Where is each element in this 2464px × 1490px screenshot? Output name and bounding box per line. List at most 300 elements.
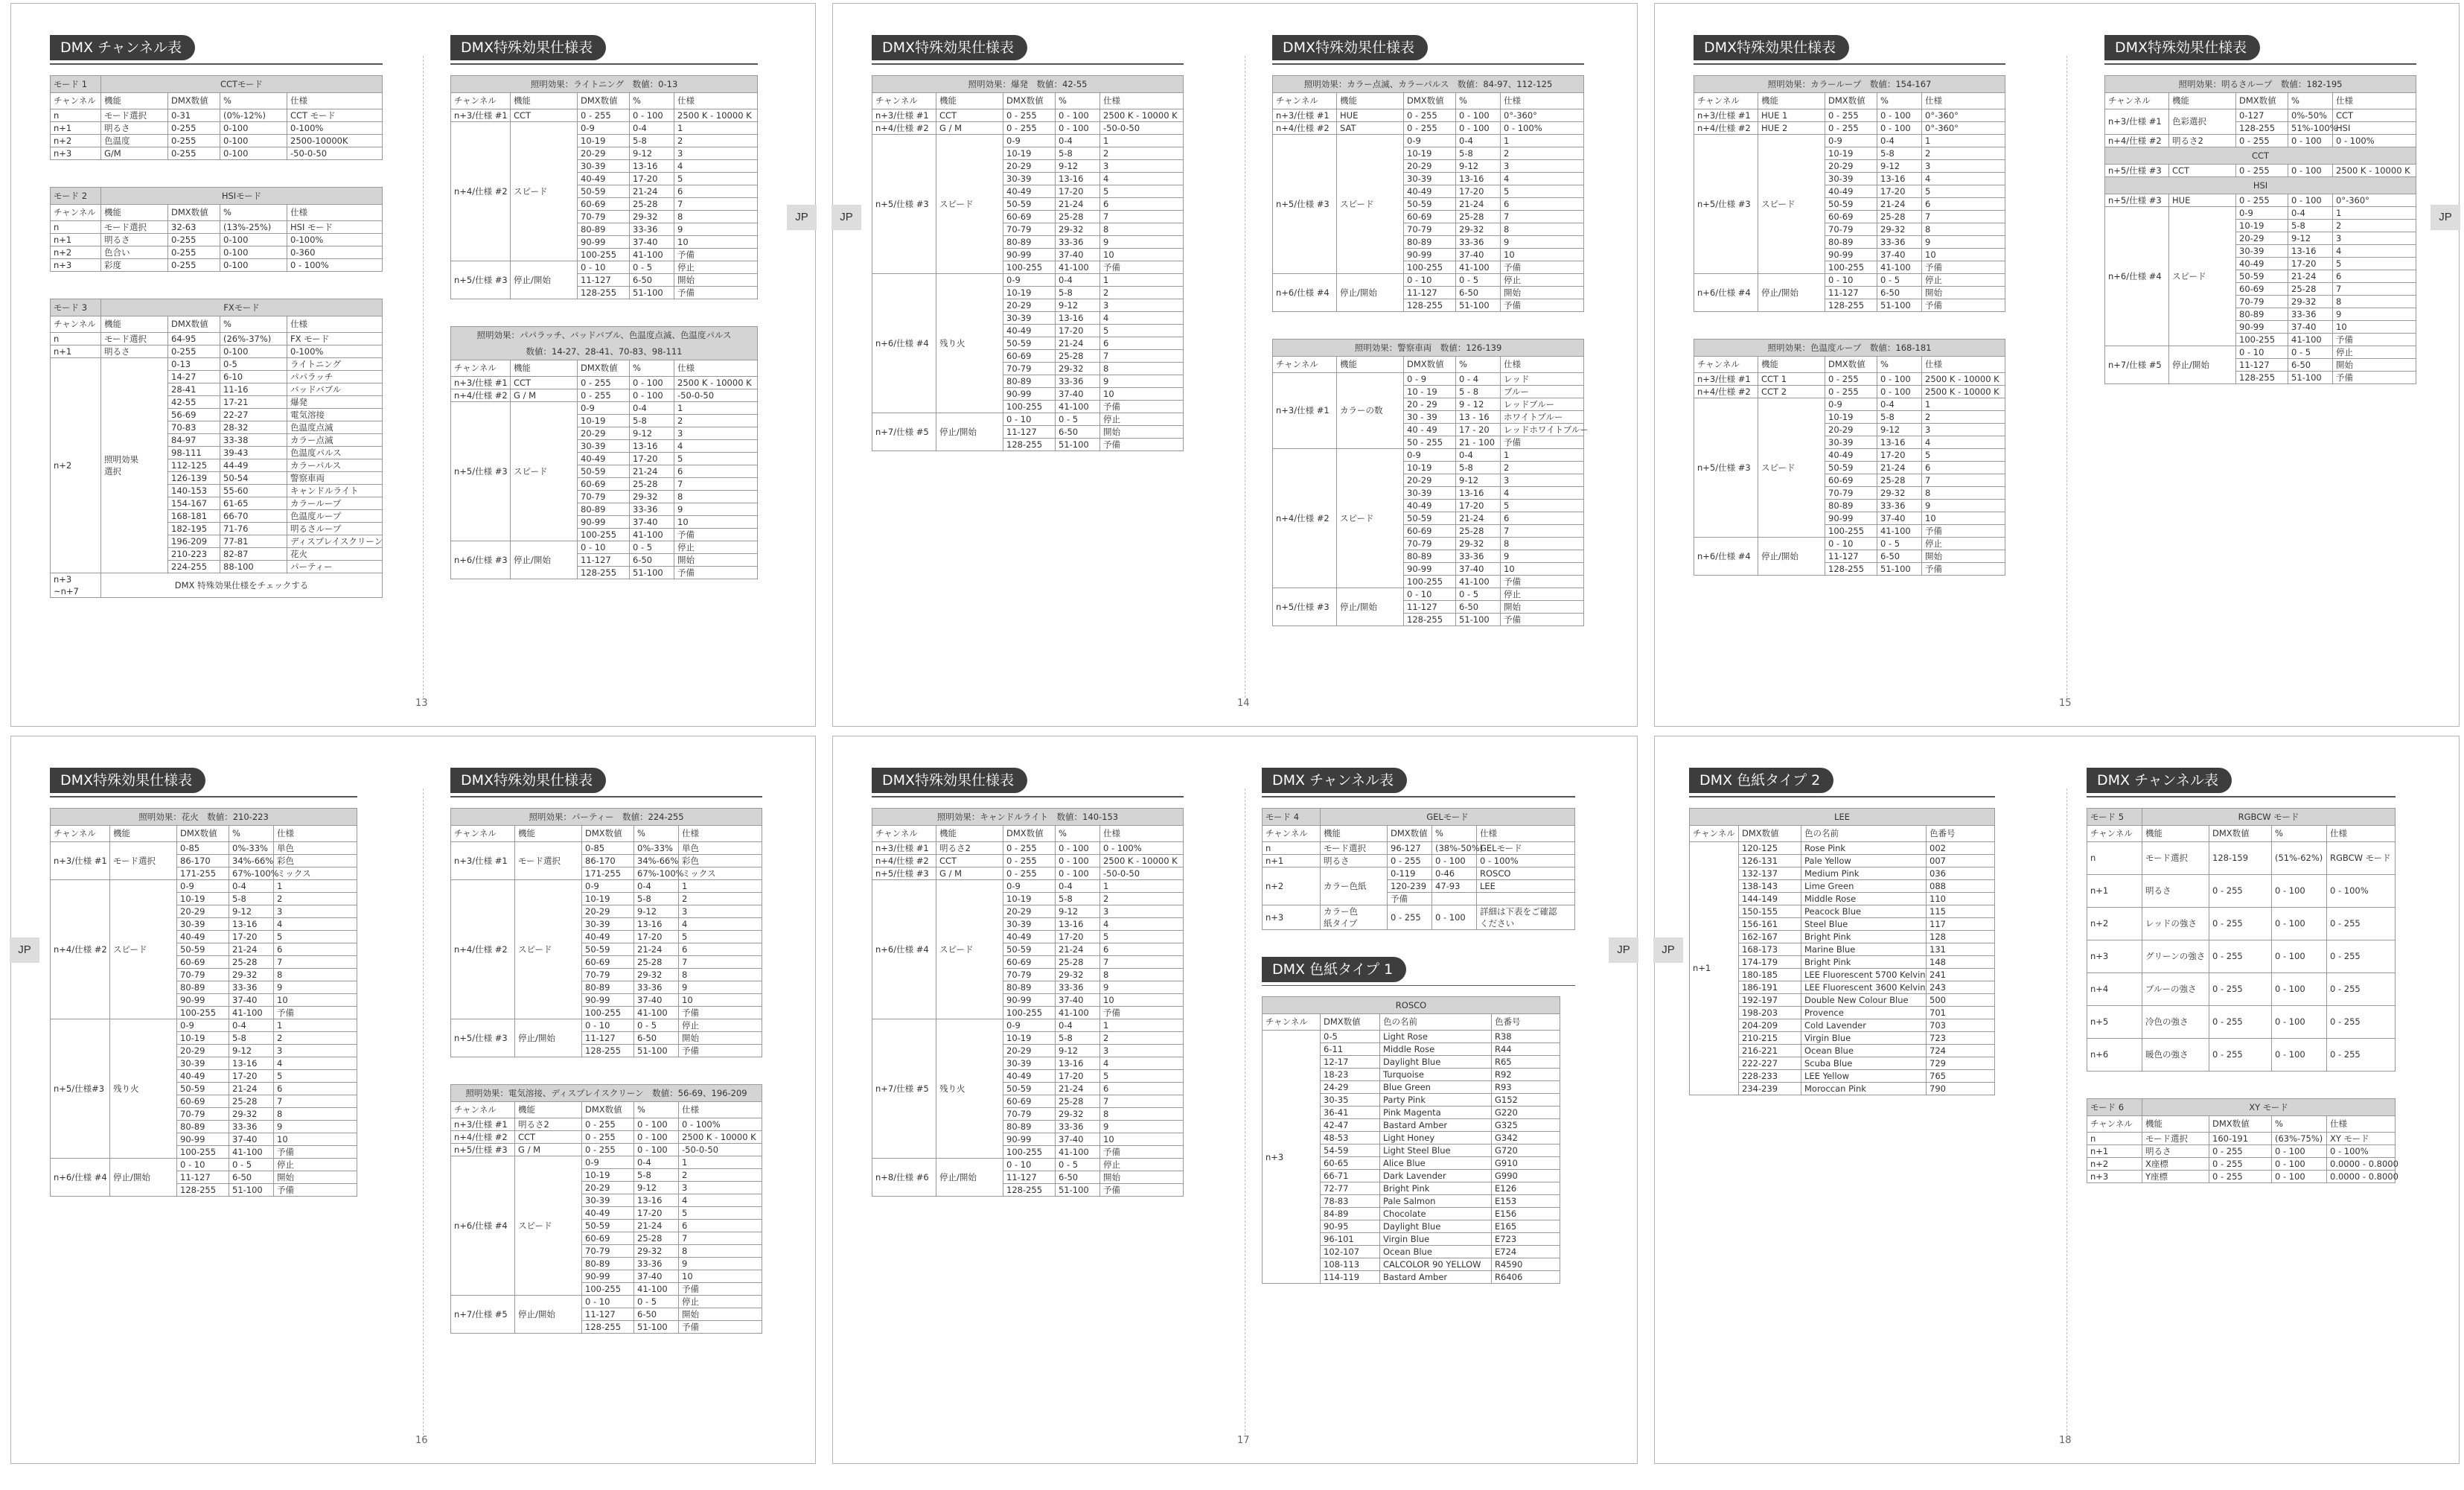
column-header: % — [630, 92, 674, 109]
table-cell: 0-5 — [1321, 1031, 1380, 1043]
table-cell: 0 - 5 — [1877, 537, 1922, 550]
page-column — [2104, 35, 2416, 411]
table-cell: Blue Green — [1380, 1081, 1492, 1094]
table-cell: 予備 — [2333, 371, 2416, 383]
table-cell: 停止 — [1100, 1158, 1184, 1171]
table-cell: n+3 — [2087, 940, 2142, 972]
subheader: 照明効果：パパラッチ、バッドバブル、色温度点滅、色温度パルス 数値：14-27、28-41、70-83、98-111 — [451, 326, 758, 360]
table-cell: 0 - 255 — [2209, 972, 2272, 1005]
table-cell: 3 — [274, 905, 357, 917]
table-cell: 42-55 — [168, 395, 220, 408]
table-cell: 90-99 — [582, 993, 634, 1006]
table-row — [1273, 134, 1584, 147]
table-cell: 0 - 255 — [2209, 1157, 2272, 1170]
table-row — [451, 109, 758, 121]
table-cell: 37-40 — [2288, 320, 2333, 333]
table-cell: 25-28 — [229, 1095, 274, 1107]
table-cell: 3 — [1922, 423, 2005, 436]
table-cell: 6 — [2333, 270, 2416, 282]
table-cell: 71-76 — [220, 522, 287, 535]
table-cell: 80-89 — [1003, 235, 1056, 248]
subheader: 照明効果：警察車両 数値：126-139 — [1273, 339, 1584, 356]
column-header: 仕様 — [679, 1101, 762, 1118]
table-cell: n+2 — [2087, 1157, 2142, 1170]
column-header: DMX数値 — [1404, 356, 1456, 372]
table-cell: 0 - 5 — [630, 261, 674, 273]
table-cell: 9 — [1100, 235, 1184, 248]
section-rule — [1262, 796, 1575, 797]
table-cell: 停止 — [1922, 537, 2005, 550]
table-cell: 140-153 — [168, 484, 220, 497]
table-cell: 40-49 — [1825, 448, 1877, 461]
table-cell: 90-99 — [1404, 562, 1456, 575]
table-cell: 予備 — [1501, 261, 1584, 273]
table-cell: 1 — [2333, 206, 2416, 219]
column-header: DMX数値 — [2209, 825, 2272, 841]
table-cell: 0-9 — [1825, 134, 1877, 147]
table-cell: CCT — [511, 109, 578, 121]
table-row — [1273, 273, 1584, 286]
column-header: DMX数値 — [1003, 92, 1056, 109]
table-cell: 予備 — [1100, 1145, 1184, 1158]
table-cell: Pale Yellow — [1801, 854, 1927, 867]
column-header: 色の名前 — [1801, 825, 1927, 841]
table-cell: 0 - 100 — [634, 1118, 679, 1130]
table-subheader-row — [451, 326, 758, 360]
table-row — [451, 1295, 762, 1308]
table-row — [51, 332, 383, 345]
table-cell: 132-137 — [1739, 867, 1801, 879]
table-cell: 51-100 — [1456, 299, 1501, 311]
column-header: チャンネル — [451, 92, 511, 109]
table-cell: HSI — [2333, 121, 2416, 134]
table-cell: 6-50 — [229, 1171, 274, 1183]
table-cell: 0-9 — [578, 401, 630, 414]
channel-cell: n+6/仕様 #4 — [2105, 206, 2169, 346]
table-cell: 0 - 255 — [1003, 121, 1056, 134]
table-cell: 0 - 100% — [1477, 854, 1575, 867]
table-cell: 0 - 100 — [630, 389, 674, 401]
table-cell: 25-28 — [1456, 524, 1501, 537]
page-number: 14 — [1237, 698, 1250, 709]
table-cell: 0-9 — [582, 879, 634, 892]
mode-header-row — [2087, 1098, 2396, 1115]
table-cell: 7 — [1100, 349, 1184, 362]
table-cell: (63%-75%) — [2272, 1132, 2327, 1144]
table-cell: 723 — [1927, 1031, 1995, 1044]
table-cell: 100-255 — [1825, 261, 1877, 273]
table-header-row — [872, 92, 1184, 109]
column-header: % — [1456, 92, 1501, 109]
table-cell: 30-39 — [177, 1057, 229, 1069]
table-cell: 電気溶接 — [287, 408, 383, 421]
table-cell: 86-170 — [582, 854, 634, 867]
table-cell: Bright Pink — [1801, 930, 1927, 943]
table-cell: 4 — [1100, 172, 1184, 185]
table-cell: 40-49 — [1404, 185, 1456, 197]
table-row — [1694, 121, 2005, 134]
table-cell: 17-20 — [1877, 448, 1922, 461]
table-cell: 6-11 — [1321, 1043, 1380, 1056]
table-cell: 0-100 — [220, 121, 287, 134]
page-number: 16 — [415, 1435, 428, 1446]
table-cell: 予備 — [1388, 892, 1432, 905]
table-cell: 21 - 100 — [1456, 436, 1501, 448]
table-cell: モード選択 — [101, 220, 168, 233]
table-cell: レッドの強さ — [2142, 907, 2209, 940]
table-cell: 51-100 — [630, 286, 674, 299]
table-cell: 33-38 — [220, 433, 287, 446]
function-cell: 色彩選択 — [2169, 109, 2236, 134]
table-cell: 11-127 — [1404, 286, 1456, 299]
column-header: チャンネル — [872, 92, 936, 109]
mode-header-row — [51, 187, 383, 204]
table-cell: G / M — [936, 867, 1003, 879]
channel-cell: n+4/仕様 #2 — [451, 121, 511, 261]
table-cell: 0 - 10 — [2236, 346, 2288, 358]
table-cell: モード選択 — [1321, 841, 1388, 854]
table-cell: 10-19 — [1003, 286, 1056, 299]
table-cell: 0 - 10 — [578, 541, 630, 553]
table-cell: n+2 — [51, 246, 101, 258]
function-cell: スピード — [936, 879, 1003, 1019]
table-cell: 1 — [1100, 273, 1184, 286]
table-cell: n+3/仕様 #1 — [451, 376, 511, 389]
table-cell: 7 — [1501, 210, 1584, 223]
table-cell: 128-255 — [1825, 562, 1877, 575]
mode-title: RGBCW モード — [2142, 808, 2396, 825]
column-header: チャンネル — [451, 825, 515, 841]
table-cell: 0-255 — [168, 121, 220, 134]
function-cell: スピード — [511, 401, 578, 541]
table-cell: 51-100 — [2288, 371, 2333, 383]
table-cell: n+4/仕様 #2 — [1694, 121, 1758, 134]
table-cell: 0 - 100 — [1877, 109, 1922, 121]
table-cell: 0-46 — [1432, 867, 1477, 879]
table-cell: 80-89 — [177, 1120, 229, 1133]
table-cell: 0-100 — [220, 246, 287, 258]
table-cell: 11-127 — [1003, 425, 1056, 438]
mode-title: XY モード — [2142, 1098, 2396, 1115]
table-cell: 4 — [674, 159, 758, 172]
table-cell: 21-24 — [2288, 270, 2333, 282]
table-cell: 51-100 — [1056, 1183, 1100, 1196]
table-cell: 8 — [679, 968, 762, 981]
table-cell: 20-29 — [177, 1044, 229, 1057]
table-cell: 37-40 — [1056, 993, 1100, 1006]
table-cell: 80-89 — [578, 503, 630, 515]
table-cell: 5-8 — [1456, 461, 1501, 474]
table-cell: 40-49 — [582, 1206, 634, 1219]
mode-label: モード 4 — [1263, 808, 1321, 825]
table-row — [2105, 109, 2416, 121]
table-row — [51, 147, 383, 159]
table-cell: 60-69 — [1825, 474, 1877, 486]
table-cell: Bright Pink — [1801, 955, 1927, 968]
table-cell: 3 — [1922, 159, 2005, 172]
table-cell: (26%-37%) — [220, 332, 287, 345]
table-row — [451, 1156, 762, 1168]
table-cell: 6 — [1922, 197, 2005, 210]
table-cell: Y座標 — [2142, 1170, 2209, 1182]
table-row — [2087, 841, 2396, 874]
column-header: チャンネル — [1263, 1014, 1321, 1031]
table-cell: 80-89 — [1825, 499, 1877, 512]
table-cell: 10 — [274, 993, 357, 1006]
table-cell: Chocolate — [1380, 1208, 1492, 1220]
table-row — [1694, 134, 2005, 147]
table-cell: LEE Fluorescent 3600 Kelvin — [1801, 981, 1927, 993]
table-row — [51, 121, 383, 134]
table-cell: 11-127 — [1003, 1171, 1056, 1183]
section-rule — [1694, 63, 2005, 65]
table-cell: 0-4 — [1056, 273, 1100, 286]
table-cell: 80-89 — [1404, 235, 1456, 248]
table-cell: 40-49 — [177, 1069, 229, 1082]
table-row — [872, 841, 1184, 854]
table-cell: 0-4 — [634, 1156, 679, 1168]
table-cell: 9-12 — [1877, 423, 1922, 436]
table-cell: 66-70 — [220, 509, 287, 522]
table-cell: 126-131 — [1739, 854, 1801, 867]
table-cell: 2 — [679, 1168, 762, 1181]
table-cell: Virgin Blue — [1801, 1031, 1927, 1044]
table-cell: n — [51, 220, 101, 233]
table-cell: 11-127 — [2236, 358, 2288, 371]
table-cell: 0-100% — [287, 233, 383, 246]
table-cell: Pink Magenta — [1380, 1107, 1492, 1119]
table-cell: 4 — [1922, 436, 2005, 448]
table-cell: 0 - 255 — [1825, 372, 1877, 385]
column-header: チャンネル — [872, 825, 936, 841]
table-cell: 171-255 — [582, 867, 634, 879]
table-cell: 128-255 — [177, 1183, 229, 1196]
table-cell: 17-20 — [1056, 185, 1100, 197]
table-cell: 0 - 4 — [1456, 372, 1501, 385]
table-cell: 90-99 — [1003, 993, 1056, 1006]
table-cell: 9-12 — [1456, 159, 1501, 172]
table-cell: 70-79 — [578, 210, 630, 223]
manual-page — [10, 3, 816, 727]
table-cell: 50 - 255 — [1404, 436, 1456, 448]
column-header: 仕様 — [679, 825, 762, 841]
table-cell: 33-36 — [1056, 981, 1100, 993]
table-header-row — [1273, 92, 1584, 109]
table-cell: 60-69 — [1404, 524, 1456, 537]
table-cell: n+6 — [2087, 1038, 2142, 1071]
column-header: DMX数値 — [2236, 92, 2288, 109]
table-cell: 0-9 — [2236, 206, 2288, 219]
table-cell: 40-49 — [578, 452, 630, 465]
table-cell: 82-87 — [220, 547, 287, 560]
table-cell: 9-12 — [1877, 159, 1922, 172]
table-cell: 128-255 — [1003, 1183, 1056, 1196]
table-cell: 0-360 — [287, 246, 383, 258]
table-cell: 120-239 — [1388, 879, 1432, 892]
table-cell: 7 — [1922, 474, 2005, 486]
table-cell: Turquoise — [1380, 1069, 1492, 1081]
table-cell: 2 — [1501, 147, 1584, 159]
table-cell: 色温度 — [101, 134, 168, 147]
table-cell: 17-20 — [1056, 930, 1100, 943]
table-cell: 0-255 — [168, 233, 220, 246]
table-cell: 8 — [1922, 486, 2005, 499]
table-cell: 80-89 — [582, 981, 634, 993]
table-cell: 47-93 — [1432, 879, 1477, 892]
table-row — [1694, 109, 2005, 121]
table-cell: 2 — [1501, 461, 1584, 474]
table-cell: 予備 — [274, 1145, 357, 1158]
table-row — [2087, 1144, 2396, 1157]
table-cell: 8 — [274, 968, 357, 981]
table-cell: 701 — [1927, 1006, 1995, 1019]
table-cell: 0-100 — [220, 233, 287, 246]
table-cell: 0 - 100% — [679, 1118, 762, 1130]
table-cell: ディスプレイスクリーン — [287, 535, 383, 547]
table-cell: n+4/仕様 #2 — [1694, 385, 1758, 398]
table-cell: 222-227 — [1739, 1057, 1801, 1069]
table-cell: 25-28 — [2288, 282, 2333, 295]
table-cell: 90-99 — [1404, 248, 1456, 261]
table-cell: 90-95 — [1321, 1220, 1380, 1233]
table-cell: 33-36 — [1456, 235, 1501, 248]
table-row — [1690, 841, 1995, 854]
table-cell: 20-29 — [1003, 905, 1056, 917]
table-cell: 9 — [274, 981, 357, 993]
table-cell: 13-16 — [634, 1194, 679, 1206]
table-cell: 9 — [679, 981, 762, 993]
table-cell: ブルー — [1501, 385, 1584, 398]
table-cell: n+1 — [51, 233, 101, 246]
table-cell: n+3/仕様 #1 — [872, 109, 936, 121]
table-cell: n+5/仕様 #3 — [872, 867, 936, 879]
table-cell: R4590 — [1492, 1258, 1560, 1271]
table-cell: 4 — [2333, 244, 2416, 257]
table-subheader-row — [451, 1084, 762, 1101]
table-cell: 5 — [1100, 185, 1184, 197]
column-header: 仕様 — [287, 204, 383, 220]
table-cell: 9 — [674, 503, 758, 515]
table-cell: 0-4 — [1456, 134, 1501, 147]
table-cell: 0-255 — [168, 147, 220, 159]
table-cell: 100-255 — [2236, 333, 2288, 346]
table-cell: 50-59 — [1404, 197, 1456, 210]
table-cell: 0 - 255 — [578, 109, 630, 121]
section-title: DMX特殊効果仕様表 — [872, 768, 1027, 793]
table-cell: 17-20 — [1456, 499, 1501, 512]
table-cell: 30-39 — [578, 159, 630, 172]
table-cell: 198-203 — [1739, 1006, 1801, 1019]
table-cell: Bastard Amber — [1380, 1271, 1492, 1284]
table-cell: 7 — [2333, 282, 2416, 295]
table-subheader-row — [1273, 75, 1584, 92]
table-cell: LEE Fluorescent 5700 Kelvin — [1801, 968, 1927, 981]
table-cell: 0 - 100 — [2272, 1038, 2327, 1071]
column-header: 仕様 — [1922, 356, 2005, 372]
table-cell: 10 - 19 — [1404, 385, 1456, 398]
column-header: チャンネル — [1690, 825, 1739, 841]
table-cell: 110 — [1927, 892, 1995, 905]
table-cell: 0 - 100 — [2272, 972, 2327, 1005]
table-cell: 6 — [1501, 512, 1584, 524]
table-cell: 70-79 — [1404, 537, 1456, 550]
table-cell: 11-127 — [1825, 286, 1877, 299]
table-cell: 29-32 — [1456, 537, 1501, 550]
mode-label: モード 2 — [51, 187, 101, 204]
table-cell: 0-100% — [287, 121, 383, 134]
table-cell: 100-255 — [1003, 400, 1056, 413]
table-cell: 0 - 100 — [634, 1130, 679, 1143]
table-cell: 21-24 — [634, 943, 679, 955]
table-cell: 20-29 — [2236, 232, 2288, 244]
table-cell: 6 — [1922, 461, 2005, 474]
table-subheader-row — [1263, 997, 1560, 1014]
table-cell: 9-12 — [630, 427, 674, 439]
table-cell: 0 - 100% — [1100, 841, 1184, 854]
column-header: チャンネル — [1694, 356, 1758, 372]
language-tab: JP — [1653, 937, 1683, 963]
table-cell: 25-28 — [229, 955, 274, 968]
table-cell: 33-36 — [1056, 235, 1100, 248]
table-cell: 0 - 100 — [1056, 109, 1100, 121]
section-rule — [50, 63, 383, 65]
table-cell: 0-9 — [1003, 879, 1056, 892]
table-cell: Pale Salmon — [1380, 1195, 1492, 1208]
column-header: 機能 — [936, 825, 1003, 841]
table-cell: 8 — [679, 1244, 762, 1257]
table-row — [1694, 372, 2005, 385]
table-cell: 120-125 — [1739, 841, 1801, 854]
column-header: 仕様 — [674, 360, 758, 376]
table-cell: 9-12 — [229, 905, 274, 917]
table-cell: 29-32 — [1056, 223, 1100, 235]
table-cell: 0-9 — [1404, 134, 1456, 147]
table-cell: 25-28 — [1056, 349, 1100, 362]
table-cell: 60-69 — [578, 477, 630, 490]
table-cell: 12-17 — [1321, 1056, 1380, 1069]
table-cell: 彩度 — [101, 258, 168, 271]
table-cell: 1 — [679, 1156, 762, 1168]
channel-cell: n+6/仕様 #4 — [1273, 273, 1337, 311]
table-cell: パーティー — [287, 560, 383, 573]
table-cell: 13-16 — [1056, 172, 1100, 185]
function-cell: 停止/開始 — [1758, 537, 1825, 575]
table-cell: 41-100 — [2288, 333, 2333, 346]
table-cell: 7 — [1501, 524, 1584, 537]
table-cell: 明るさ — [101, 233, 168, 246]
function-cell: スピード — [511, 121, 578, 261]
table-row — [51, 134, 383, 147]
table-cell: 60-69 — [2236, 282, 2288, 295]
column-header: 機能 — [1321, 825, 1388, 841]
table-cell: 100-255 — [177, 1006, 229, 1019]
table-cell: 117 — [1927, 917, 1995, 930]
table-cell: 9 — [274, 1120, 357, 1133]
language-tab: JP — [832, 205, 861, 230]
table-cell: 3 — [674, 427, 758, 439]
table-cell: Bright Pink — [1380, 1182, 1492, 1195]
table-cell: 0-9 — [177, 879, 229, 892]
table-cell: 10-19 — [1404, 461, 1456, 474]
table-cell: 37-40 — [1877, 248, 1922, 261]
table-cell: 70-79 — [1003, 968, 1056, 981]
table-cell: 29-32 — [1877, 486, 1922, 499]
table-cell: 停止 — [1501, 588, 1584, 600]
table-cell: Light Steel Blue — [1380, 1144, 1492, 1157]
channel-cell: n+3/仕様 #1 — [51, 841, 110, 879]
column-header: 仕様 — [2333, 92, 2416, 109]
table-cell: 予備 — [1100, 1006, 1184, 1019]
